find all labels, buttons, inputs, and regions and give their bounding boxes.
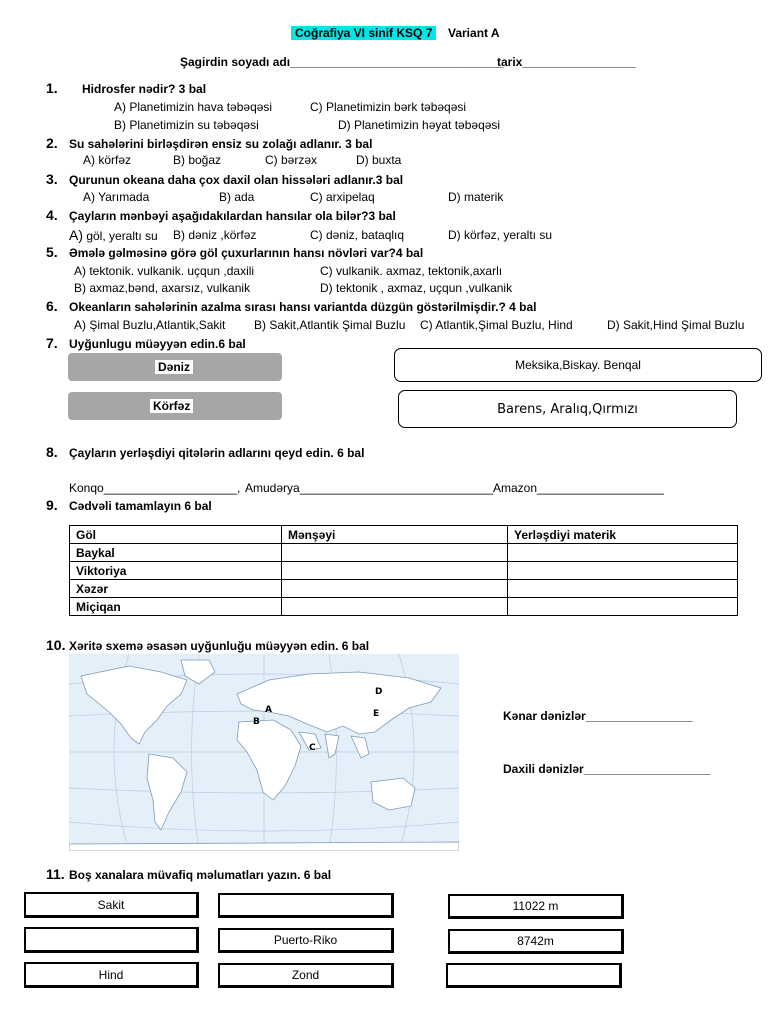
- fill-box-6[interactable]: 8742m: [448, 929, 624, 954]
- q6-option-a[interactable]: A) Şimal Buzlu,Atlantik,Sakit: [74, 318, 226, 332]
- q5-text: Əmələ gəlməsinə görə göl çuxurlarının hansı növləri var?4 bal: [69, 246, 424, 260]
- q8-number: 8.: [46, 444, 58, 460]
- q4-option-b[interactable]: B) dəniz ,körfəz: [173, 228, 257, 242]
- header-origin: Mənşəyi: [282, 526, 508, 544]
- match-left-sea-label: Dəniz: [155, 360, 193, 374]
- q6-number: 6.: [46, 298, 58, 314]
- q9-text: Cədvəli tamamlayın 6 bal: [69, 499, 212, 513]
- q11-number: 11.: [46, 866, 65, 882]
- student-name-field[interactable]: Şagirdin soyadı adı________________________________: [180, 55, 504, 69]
- q10-text: Xəritə sxemə əsasən uyğunluğu müəyyən edin. 6 bal: [69, 639, 370, 653]
- q11-text: Boş xanalara müvafiq məlumatları yazın. 6 bal: [69, 868, 332, 882]
- q10-number: 10.: [46, 637, 66, 653]
- q6-text: Okeanların sahələrinin azalma sırası hansı variantda düzgün göstərilmişdir.? 4 bal: [69, 300, 537, 314]
- q9-number: 9.: [46, 497, 58, 513]
- q8-text: Çayların yerləşdiyi qitələrin adlarını qeyd edin. 6 bal: [69, 446, 365, 460]
- q7-number: 7.: [46, 335, 58, 351]
- map-label-c: C: [309, 743, 316, 753]
- match-right-1[interactable]: Meksika,Biskay. Benqal: [394, 348, 762, 382]
- q2-option-c[interactable]: C) bərzəx: [265, 153, 318, 167]
- map-label-d: D: [375, 687, 383, 697]
- lake-name: Baykal: [70, 544, 282, 562]
- date-field[interactable]: tarix_________________: [497, 55, 636, 69]
- fill-box-7[interactable]: Hind: [24, 962, 199, 988]
- q1-option-a[interactable]: A) Planetimizin hava təbəqəsi: [114, 100, 273, 114]
- q5-number: 5.: [46, 244, 58, 260]
- origin-cell[interactable]: [282, 580, 508, 598]
- q5-option-a[interactable]: A) tektonik. vulkanik. uçqun ,daxili: [74, 264, 255, 278]
- fill-box-9[interactable]: [446, 963, 622, 988]
- lakes-table: [69, 525, 738, 616]
- q7-text: Uyğunlugu müəyyən edin.6 bal: [69, 337, 246, 351]
- q3-text: Qurunun okeana daha çox daxil olan hissələri adlanır.3 bal: [69, 173, 404, 187]
- origin-cell[interactable]: [282, 562, 508, 580]
- map-label-e: E: [373, 709, 380, 719]
- header-lake: Göl: [70, 526, 282, 544]
- q1-option-b[interactable]: B) Planetimizin su təbəqəsi: [114, 118, 259, 132]
- table-row: [70, 544, 738, 562]
- inland-seas-field[interactable]: Daxili dənizlər___________________: [503, 762, 711, 776]
- lake-name: Viktoriya: [70, 562, 282, 580]
- q8-congo-field[interactable]: Konqo____________________: [69, 481, 238, 495]
- world-map: [69, 654, 459, 851]
- table-header-row: [70, 526, 738, 544]
- match-left-gulf[interactable]: [68, 392, 282, 420]
- header-continent: Yerləşdiyi materik: [508, 526, 738, 544]
- continent-cell[interactable]: [508, 544, 738, 562]
- q4-option-a[interactable]: [69, 227, 158, 243]
- variant-label: Variant A: [448, 26, 500, 40]
- table-row: [70, 580, 738, 598]
- q8-separator: ,: [237, 481, 241, 495]
- q8-amudarya-field[interactable]: Amudərya_____________________________: [245, 481, 494, 495]
- q3-option-c[interactable]: C) arxipelaq: [310, 190, 375, 204]
- worksheet-title: Coğrafiya VI sinif KSQ 7: [291, 26, 436, 40]
- fill-box-8[interactable]: Zond: [218, 963, 394, 988]
- q2-option-a[interactable]: A) körfəz: [83, 153, 132, 167]
- q2-text: Su sahələrini birləşdirən ensiz su zolağı adlanır. 3 bal: [69, 137, 373, 151]
- fill-box-5[interactable]: Puerto-Riko: [218, 928, 394, 953]
- map-label-b: B: [253, 717, 260, 727]
- table-row: [70, 598, 738, 616]
- q5-option-b[interactable]: B) axmaz,bənd, axarsız, vulkanik: [74, 281, 251, 295]
- table-row: [70, 562, 738, 580]
- continent-cell[interactable]: [508, 598, 738, 616]
- q8-amazon-field[interactable]: Amazon___________________: [493, 481, 664, 495]
- continent-cell[interactable]: [508, 580, 738, 598]
- origin-cell[interactable]: [282, 544, 508, 562]
- match-right-2[interactable]: Barens, Aralıq,Qırmızı: [398, 390, 737, 428]
- q1-number: 1.: [46, 80, 58, 96]
- q5-option-d[interactable]: D) tektonik , axmaz, uçqun ,vulkanik: [320, 281, 513, 295]
- fill-box-2[interactable]: [218, 893, 394, 918]
- lake-name: Miçiqan: [70, 598, 282, 616]
- lake-name: Xəzər: [70, 580, 282, 598]
- map-label-a: A: [265, 705, 272, 715]
- match-left-sea[interactable]: [68, 353, 282, 381]
- q4-option-c[interactable]: C) dəniz, bataqlıq: [310, 228, 405, 242]
- q4-text: Çayların mənbəyi aşağıdakılardan hansılar ola bilər?3 bal: [69, 209, 396, 223]
- origin-cell[interactable]: [282, 598, 508, 616]
- q6-option-c[interactable]: C) Atlantik,Şimal Buzlu, Hind: [420, 318, 573, 332]
- q3-option-b[interactable]: B) ada: [219, 190, 255, 204]
- world-map-graphic: [69, 654, 459, 851]
- fill-box-1[interactable]: Sakit: [24, 892, 199, 918]
- q3-number: 3.: [46, 171, 58, 187]
- q6-option-b[interactable]: B) Sakit,Atlantik Şimal Buzlu: [254, 318, 406, 332]
- fill-box-3[interactable]: 11022 m: [448, 894, 624, 919]
- q1-option-c[interactable]: C) Planetimizin bərk təbəqəsi: [310, 100, 467, 114]
- q2-option-d[interactable]: D) buxta: [356, 153, 402, 167]
- q3-option-d[interactable]: D) materik: [448, 190, 504, 204]
- q5-option-c[interactable]: C) vulkanik. axmaz, tektonik,axarlı: [320, 264, 503, 278]
- q4-option-a-text: göl, yeraltı su: [83, 229, 158, 243]
- q1-text: Hidrosfer nədir? 3 bal: [82, 82, 207, 96]
- q4-number: 4.: [46, 207, 58, 223]
- marginal-seas-field[interactable]: Kənar dənizlər________________: [503, 709, 693, 723]
- q3-option-a[interactable]: A) Yarımada: [83, 190, 150, 204]
- match-left-gulf-label: Körfəz: [150, 399, 193, 413]
- continent-cell[interactable]: [508, 562, 738, 580]
- fill-box-4[interactable]: [24, 927, 199, 953]
- q2-number: 2.: [46, 135, 58, 151]
- q6-option-d[interactable]: D) Sakit,Hind Şimal Buzlu: [607, 318, 745, 332]
- q1-option-d[interactable]: D) Planetimizin həyat təbəqəsi: [338, 118, 501, 132]
- q4-option-d[interactable]: D) körfəz, yeraltı su: [448, 228, 553, 242]
- q4-option-a-letter: A): [69, 227, 83, 243]
- q2-option-b[interactable]: B) boğaz: [173, 153, 222, 167]
